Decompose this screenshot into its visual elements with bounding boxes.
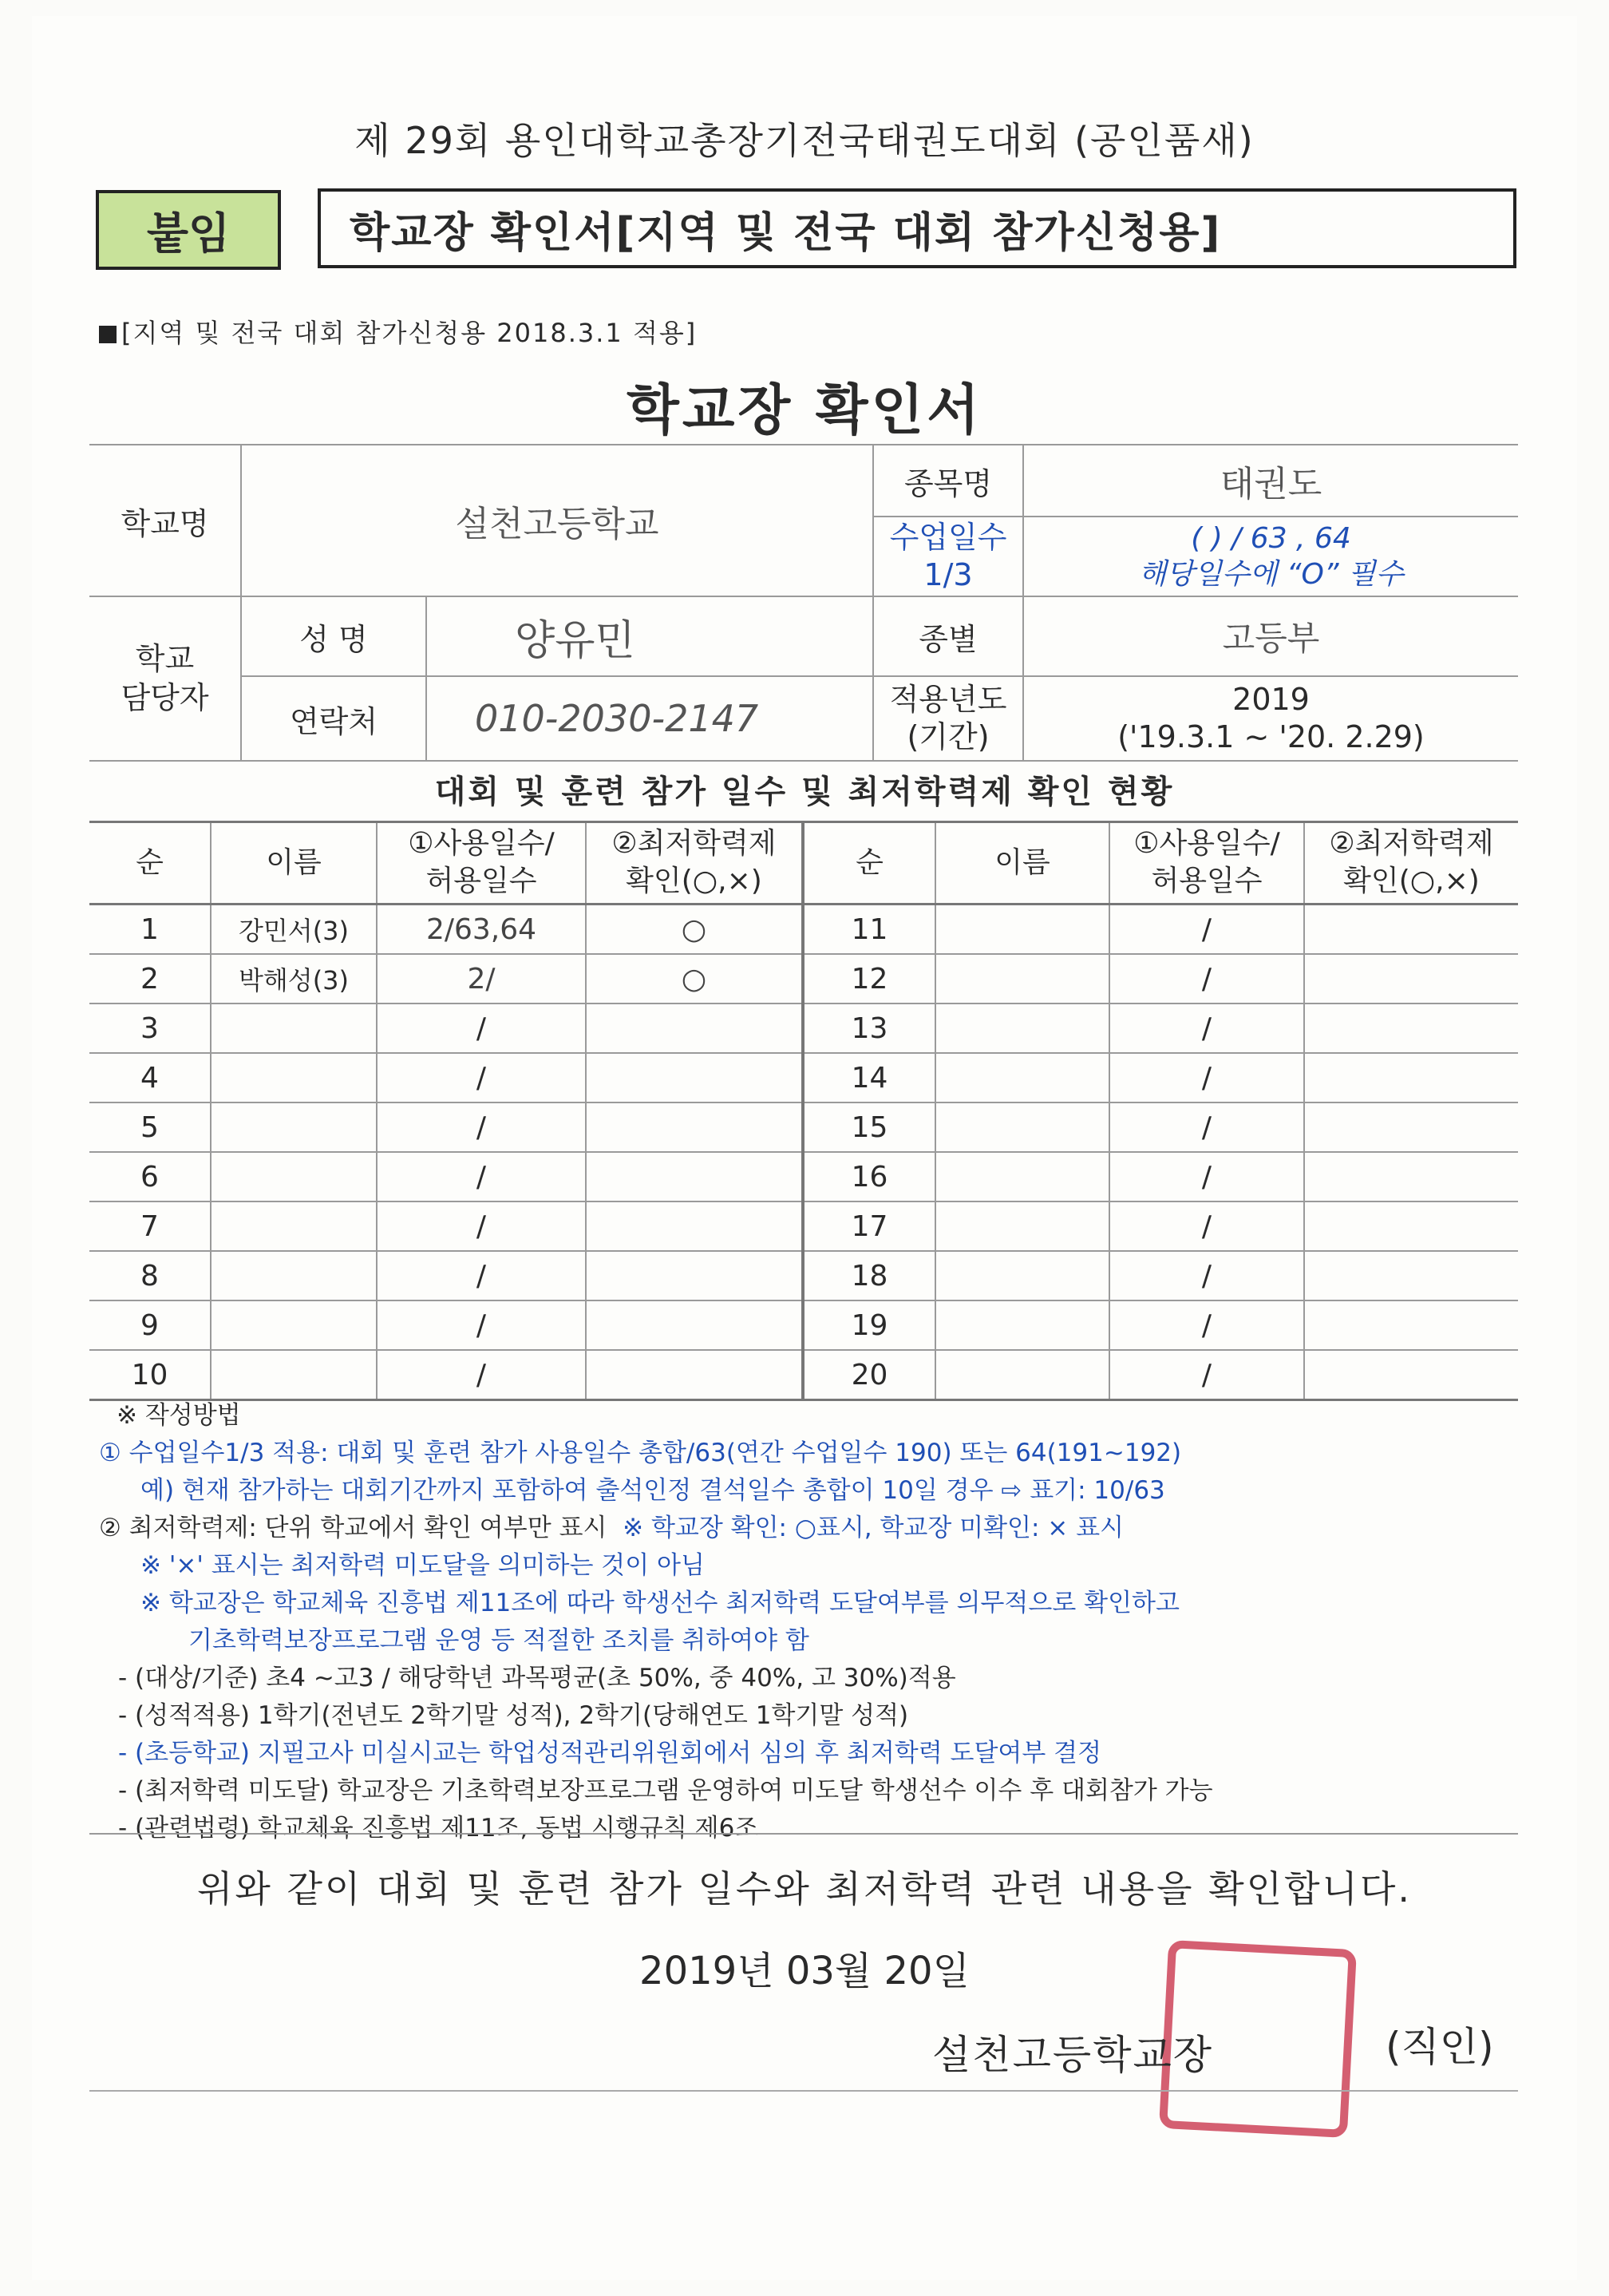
cell-name bbox=[935, 1004, 1109, 1053]
cell-check bbox=[1304, 1053, 1518, 1102]
detail-3: - (초등학교) 지필고사 미실시교는 학업성적관리위원회에서 심의 후 최저학력 도달여부 결정 bbox=[118, 1739, 1102, 1768]
cell-days: / bbox=[377, 1350, 586, 1400]
applies-note: [지역 및 전국 대회 참가신청용 2018.3.1 적용] bbox=[99, 313, 697, 350]
cell-no: 14 bbox=[803, 1053, 935, 1102]
detail-1: - (대상/기준) 초4 ~고3 / 해당학년 과목평균(초 50%, 중 40%, 고 30%)적용 bbox=[118, 1664, 956, 1692]
cell-days: / bbox=[1109, 905, 1304, 955]
seal-label: (직인) bbox=[1386, 2024, 1494, 2070]
note-4b: 기초학력보장프로그램 운영 등 적절한 조치를 취하여야 함 bbox=[188, 1626, 809, 1655]
cell-no: 10 bbox=[89, 1350, 211, 1400]
cell-name bbox=[211, 1004, 377, 1053]
cell-name bbox=[211, 1102, 377, 1152]
cell-check bbox=[586, 1201, 803, 1251]
cell-check bbox=[1304, 1102, 1518, 1152]
header-no: 순 bbox=[89, 822, 211, 905]
table-row bbox=[89, 954, 1518, 1004]
cell-no: 18 bbox=[803, 1251, 935, 1300]
cell-no: 5 bbox=[89, 1102, 211, 1152]
cell-name bbox=[935, 1053, 1109, 1102]
cell-no: 17 bbox=[803, 1201, 935, 1251]
event-label: 종목명 bbox=[873, 445, 1023, 517]
cell-name bbox=[211, 1152, 377, 1201]
cell-check bbox=[1304, 1152, 1518, 1201]
cell-days: / bbox=[377, 1300, 586, 1350]
cell-no: 19 bbox=[803, 1300, 935, 1350]
detail-5: - (관련법령) 학교체육 진흥법 제11조, 동법 시행규칙 제6조 bbox=[118, 1814, 759, 1843]
note-3: ※ '×' 표시는 최저학력 미도달을 의미하는 것이 아님 bbox=[140, 1551, 705, 1580]
cell-check bbox=[1304, 1350, 1518, 1400]
cell-check bbox=[1304, 1201, 1518, 1251]
cell-days: / bbox=[377, 1201, 586, 1251]
cell-no: 1 bbox=[89, 905, 211, 955]
header-min: ②최저학력제 확인(○,×) bbox=[1304, 822, 1518, 905]
table-row bbox=[89, 905, 1518, 955]
cell-days: / bbox=[1109, 1300, 1304, 1350]
table-body bbox=[89, 905, 1518, 1400]
manager-label: 학교 담당자 bbox=[89, 596, 241, 761]
cell-no: 8 bbox=[89, 1251, 211, 1300]
cell-name bbox=[935, 1102, 1109, 1152]
main-title: 학교장 확인서 bbox=[627, 379, 982, 442]
confirmation-statement: 위와 같이 대회 및 훈련 참가 일수와 최저학력 관련 내용을 확인합니다. bbox=[196, 1867, 1413, 1910]
cell-name bbox=[211, 1300, 377, 1350]
division-label: 종별 bbox=[873, 596, 1023, 676]
class-days-label: 수업일수 1/3 bbox=[873, 517, 1023, 596]
cell-name bbox=[935, 1350, 1109, 1400]
cell-no: 13 bbox=[803, 1004, 935, 1053]
note-2: ② 최저학력제: 단위 학교에서 확인 여부만 표시 ※ 학교장 확인: ○표시, 학교장 미확인: × 표시 bbox=[99, 1514, 1125, 1542]
cell-name bbox=[935, 1251, 1109, 1300]
cell-days: / bbox=[1109, 1102, 1304, 1152]
cell-check bbox=[586, 1251, 803, 1300]
cell-days: / bbox=[1109, 1053, 1304, 1102]
cell-check bbox=[586, 1053, 803, 1102]
cell-check bbox=[586, 1152, 803, 1201]
cell-days: / bbox=[1109, 954, 1304, 1004]
divider bbox=[89, 1833, 1518, 1835]
cell-no: 3 bbox=[89, 1004, 211, 1053]
cell-check bbox=[586, 1300, 803, 1350]
divider bbox=[89, 2090, 1518, 2092]
cell-no: 2 bbox=[89, 954, 211, 1004]
header-name: 이름 bbox=[935, 822, 1109, 905]
cell-days: / bbox=[1109, 1350, 1304, 1400]
name-label: 성 명 bbox=[241, 596, 426, 676]
event-value: 태권도 bbox=[1023, 445, 1518, 517]
cell-name bbox=[935, 1201, 1109, 1251]
school-value: 설천고등학교 bbox=[241, 445, 873, 596]
cell-days: / bbox=[377, 1053, 586, 1102]
cell-name bbox=[935, 954, 1109, 1004]
table-row bbox=[89, 1004, 1518, 1053]
cell-days: / bbox=[1109, 1152, 1304, 1201]
cell-check bbox=[1304, 1251, 1518, 1300]
cell-name bbox=[211, 1350, 377, 1400]
name-value: 양유민 bbox=[426, 596, 873, 676]
table-row bbox=[89, 1102, 1518, 1152]
attachment-label: 붙임 bbox=[96, 190, 281, 270]
detail-2: - (성적적용) 1학기(전년도 2학기말 성적), 2학기(당해연도 1학기말 성적) bbox=[118, 1701, 909, 1730]
division-value: 고등부 bbox=[1023, 596, 1518, 676]
detail-4: - (최저학력 미도달) 학교장은 기초학력보장프로그램 운영하여 미도달 학생선수 이수 후 대회참가 가능 bbox=[118, 1776, 1213, 1805]
cell-no: 7 bbox=[89, 1201, 211, 1251]
note-1b: 예) 현재 참가하는 대회기간까지 포함하여 출석인정 결석일수 총합이 10일 경우 ⇨ 표기: 10/63 bbox=[140, 1476, 1165, 1505]
issue-date: 2019년 03월 20일 bbox=[639, 1949, 970, 1993]
notes-title: ※ 작성방법 bbox=[117, 1401, 241, 1430]
cell-days: / bbox=[1109, 1201, 1304, 1251]
cell-name bbox=[935, 1300, 1109, 1350]
cell-days: / bbox=[1109, 1251, 1304, 1300]
cell-no: 20 bbox=[803, 1350, 935, 1400]
cell-no: 16 bbox=[803, 1152, 935, 1201]
cell-name: 박해성(3) bbox=[211, 954, 377, 1004]
cell-days: / bbox=[377, 1004, 586, 1053]
section-title: 대회 및 훈련 참가 일수 및 최저학력제 확인 현황 bbox=[434, 774, 1175, 810]
contact-label: 연락처 bbox=[241, 676, 426, 761]
table-row bbox=[89, 1251, 1518, 1300]
cell-no: 15 bbox=[803, 1102, 935, 1152]
school-label: 학교명 bbox=[89, 445, 241, 596]
cell-no: 11 bbox=[803, 905, 935, 955]
cell-check bbox=[1304, 954, 1518, 1004]
table-row bbox=[89, 1201, 1518, 1251]
cell-days: / bbox=[377, 1251, 586, 1300]
writing-instructions bbox=[99, 1397, 1528, 1847]
cell-name: 강민서(3) bbox=[211, 905, 377, 955]
document-heading: 학교장 확인서[지역 및 전국 대회 참가신청용] bbox=[318, 188, 1516, 268]
header-days: ①사용일수/ 허용일수 bbox=[1109, 822, 1304, 905]
year-value: 2019 ('19.3.1 ~ '20. 2.29) bbox=[1023, 676, 1518, 761]
cell-days: / bbox=[1109, 1004, 1304, 1053]
header-days: ①사용일수/ 허용일수 bbox=[377, 822, 586, 905]
cell-check bbox=[1304, 1300, 1518, 1350]
cell-days: / bbox=[377, 1102, 586, 1152]
table-row bbox=[89, 1300, 1518, 1350]
info-table bbox=[89, 444, 1518, 762]
cell-check bbox=[586, 1350, 803, 1400]
cell-days: / bbox=[377, 1152, 586, 1201]
cell-check bbox=[586, 1102, 803, 1152]
cell-no: 6 bbox=[89, 1152, 211, 1201]
note-4a: ※ 학교장은 학교체육 진흥법 제11조에 따라 학생선수 최저학력 도달여부를 의무적으로 확인하고 bbox=[140, 1589, 1180, 1617]
cell-days: 2/63,64 bbox=[377, 905, 586, 955]
table-row bbox=[89, 1152, 1518, 1201]
cell-no: 4 bbox=[89, 1053, 211, 1102]
cell-no: 12 bbox=[803, 954, 935, 1004]
year-label: 적용년도 (기간) bbox=[873, 676, 1023, 761]
table-row bbox=[89, 1053, 1518, 1102]
square-bullet-icon bbox=[99, 326, 117, 343]
cell-name bbox=[211, 1251, 377, 1300]
participation-table bbox=[89, 821, 1518, 1401]
header-name: 이름 bbox=[211, 822, 377, 905]
cell-check bbox=[586, 1004, 803, 1053]
cell-days: 2/ bbox=[377, 954, 586, 1004]
cell-check bbox=[1304, 1004, 1518, 1053]
table-row bbox=[89, 1350, 1518, 1400]
cell-name bbox=[935, 905, 1109, 955]
cell-check: ○ bbox=[586, 954, 803, 1004]
cell-name bbox=[935, 1152, 1109, 1201]
cell-check: ○ bbox=[586, 905, 803, 955]
note-1a: ① 수업일수1/3 적용: 대회 및 훈련 참가 사용일수 총합/63(연간 수업일수 190) 또는 64(191~192) bbox=[99, 1439, 1182, 1467]
cell-name bbox=[211, 1201, 377, 1251]
header-no: 순 bbox=[803, 822, 935, 905]
contact-value: 010-2030-2147 bbox=[426, 676, 873, 761]
class-days-value: ( ) / 63 , 64 해당일수에 “O” 필수 bbox=[1023, 517, 1518, 596]
signer: 설천고등학교장 bbox=[932, 2032, 1214, 2078]
cell-check bbox=[1304, 905, 1518, 955]
competition-title: 제 29회 용인대학교총장기전국태권도대회 (공인품새) bbox=[354, 119, 1255, 162]
cell-name bbox=[211, 1053, 377, 1102]
cell-no: 9 bbox=[89, 1300, 211, 1350]
header-min: ②최저학력제 확인(○,×) bbox=[586, 822, 803, 905]
table-header-row bbox=[89, 822, 1518, 905]
